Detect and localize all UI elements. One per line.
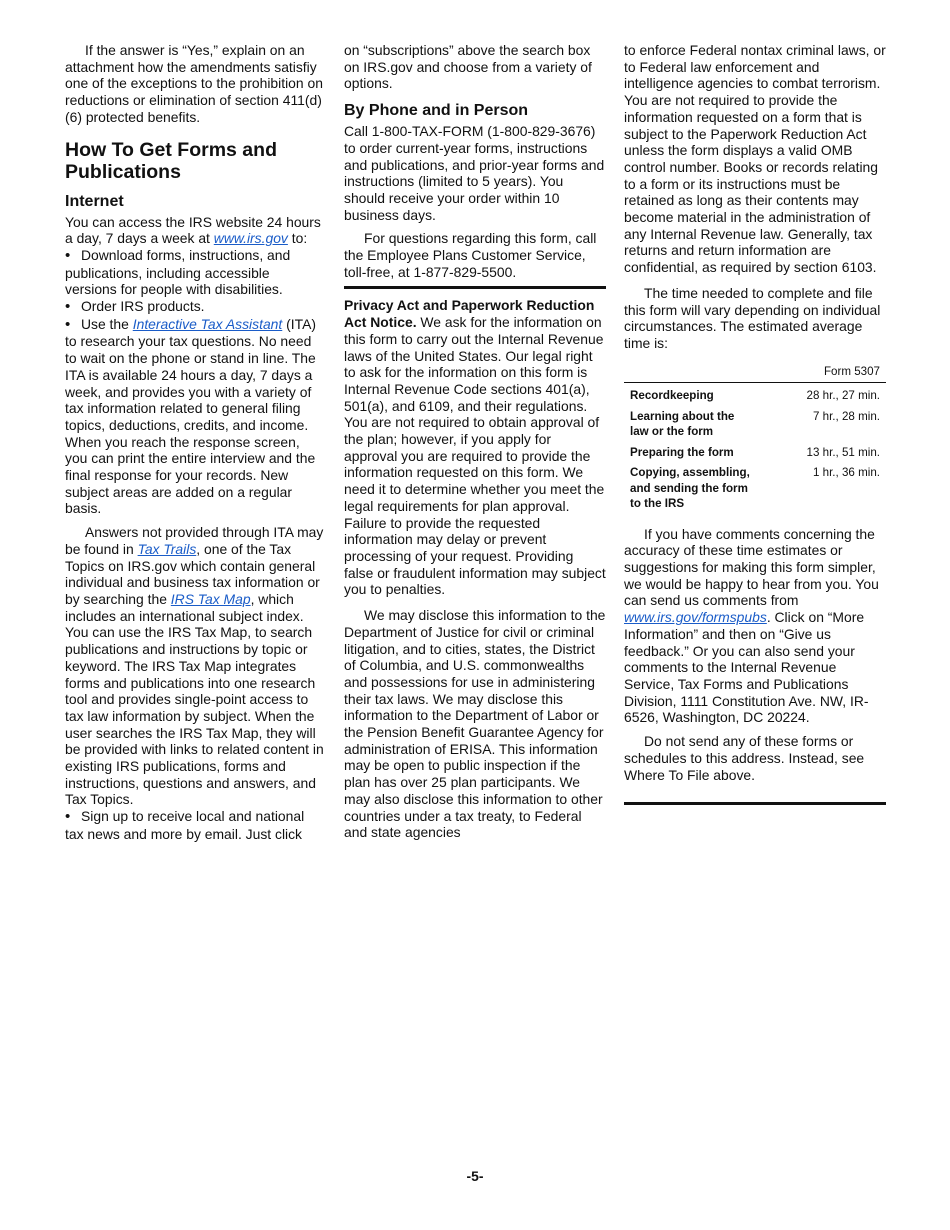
privacy-title: Privacy Act and Paperwork Reduction Act Notice. — [344, 297, 595, 331]
formspubs-link[interactable]: www.irs.gov/formspubs — [624, 609, 767, 626]
access-to-text: to: — [287, 230, 308, 247]
donot-send-paragraph: Do not send any of these forms or schedules to this address. Instead, see Where To File above. — [624, 733, 865, 783]
bullet-signup: • Sign up to receive local and national tax news and more by email. Just click — [65, 808, 325, 842]
bullet-download: • Download forms, instructions, and publications, including accessible versions for people with disabilities. — [65, 247, 325, 298]
comments-post: . Click on “More Information” and then on “Give us feedback.” Or you can also send your comments to the Internal Revenue Service, Tax Forms and Publications Division, 1111 Constitution Ave. NW, IR-6526, Washington, DC 20224. — [624, 609, 869, 726]
disclose-paragraph: We may disclose this information to the Department of Justice for civil or criminal litigation, and to cities, states, the District of Columbia, and U.S. commonwealths and possessions for use in administering their tax laws. We may disclose this information to the Department of Labor or the Pension Benefit Guarantee Agency for administration of ERISA. This information may be open to public inspection if the plan has over 25 plan participants. We may also disclose this information to other countries under a tax treaty, to Federal and state agencies — [344, 607, 606, 841]
column-left — [65, 42, 325, 843]
column-middle — [344, 42, 606, 841]
access-paragraph — [65, 214, 325, 247]
answers-mid: , one of the Tax Topics on IRS.gov which contain general individual and business tax information or by searching the — [65, 540, 320, 607]
page-number: -5- — [466, 1168, 484, 1184]
answers-pre: Answers not provided through ITA may be found in — [65, 524, 324, 557]
bullet-ita-pre: Use the — [81, 315, 133, 332]
phone-heading: By Phone and in Person — [344, 102, 529, 120]
time-paragraph: The time needed to complete and file this form will vary depending on individual circumstances. The estimated average time is: — [624, 284, 881, 351]
row-value: 13 hr., 51 min. — [806, 445, 880, 459]
privacy-text: We ask for the information on this form to carry out the Internal Revenue laws of the United States. Our legal right to ask for the information on this form is Internal Revenue Code sections 401(a), 501(a), and 6109, and their regulations. You are not required to obtain approval of the plan; however, if you apply for approval you are required to provide the information requested on this form. We need it to determine whether you meet the legal requirements for plan approval. Failure to provide the requested information may delay or prevent processing of your request. Providing false or fraudulent information may subject you to penalties. — [344, 314, 606, 598]
irs-tax-map-link[interactable]: IRS Tax Map — [170, 590, 251, 607]
privacy-divider — [344, 286, 606, 289]
bullet-ita-post: (ITA) to research your tax questions. No need to wait on the phone or stand in line. The ITA is available 24 hours a day, 7 days a week, and provides you with a variety of tax information related to general filing topics, deductions, credits, and income. When you reach the response screen, you can print the entire interview and the final response for your records. New subject areas are added on a regular basis. — [65, 315, 316, 517]
table-row — [624, 440, 886, 461]
access-text: You can access the IRS website 24 hours a day, 7 days a week at — [65, 213, 321, 247]
time-estimate-table — [624, 364, 886, 512]
bullet-order: • Order IRS products. — [65, 298, 325, 316]
row-label: Learning about the law or the form — [630, 409, 735, 439]
answers-post: , which includes an international subject index. You can use the IRS Tax Map, to search publications and instructions by topic or keyword. The IRS Tax Map integrates forms and publications into one research tool and provides single-point access to tax law information by subject. When the user searches the IRS Tax Map, they will be provided with links to related content in existing IRS publications, forms and instructions, questions and answers, and Tax Topics. — [65, 590, 324, 808]
table-row — [624, 460, 886, 512]
table-row — [624, 404, 886, 440]
row-value: 28 hr., 27 min. — [806, 389, 880, 403]
ita-link[interactable]: Interactive Tax Assistant — [132, 315, 283, 332]
irs-gov-link[interactable]: www.irs.gov — [213, 230, 288, 247]
end-divider — [624, 802, 886, 805]
comments-paragraph — [624, 526, 886, 726]
phone-paragraph: Call 1-800-TAX-FORM (1-800-829-3676) to order current-year forms, instructions and publications, and prior-year forms and instructions (limited to 5 years). You should receive your order within 10 business days. — [344, 123, 605, 223]
column-right — [624, 42, 886, 805]
table-header-row — [624, 364, 886, 383]
subscriptions-continuation: on “subscriptions” above the search box on IRS.gov and choose from a variety of options. — [344, 42, 592, 92]
row-label: Preparing the form — [630, 445, 734, 459]
row-value: 1 hr., 36 min. — [812, 466, 880, 480]
tax-trails-link[interactable]: Tax Trails — [137, 540, 197, 557]
internet-heading: Internet — [65, 192, 124, 210]
table-row — [624, 383, 886, 404]
bullet-ita — [65, 316, 325, 517]
table-header: Form 5307 — [624, 364, 886, 383]
amendments-paragraph: If the answer is “Yes,” explain on an attachment how the amendments satisfiy one of the exceptions to the prohibition on reductions or elimination of section 411(d)(6) protected benefits. — [65, 42, 323, 125]
federal-continuation: to enforce Federal nontax criminal laws, or to Federal law enforcement and intelligence agencies to combat terrorism. You are not required to provide the information requested on a form that is subject to the Paperwork Reduction Act unless the form displays a valid OMB control number. Books or records relating to a form or its instructions must be retained as long as their contents may become material in the administration of any Internal Revenue law. Generally, tax returns and return information are confidential, as required by section 6103. — [624, 42, 886, 276]
row-value: 7 hr., 28 min. — [812, 409, 880, 423]
comments-pre: If you have comments concerning the accuracy of these time estimates or suggestions for making this form simpler, we would be happy to hear from you. You can send us comments from — [624, 525, 879, 609]
forms-heading: How To Get Forms and Publications — [65, 138, 277, 183]
row-label: Recordkeeping — [630, 389, 714, 403]
row-label: Copying, assembling, and sending the form to the IRS — [630, 466, 750, 511]
questions-paragraph: For questions regarding this form, call the Employee Plans Customer Service, toll-free, at 1-877-829-5500. — [344, 230, 597, 280]
answers-paragraph — [65, 524, 325, 808]
privacy-paragraph — [344, 297, 606, 598]
